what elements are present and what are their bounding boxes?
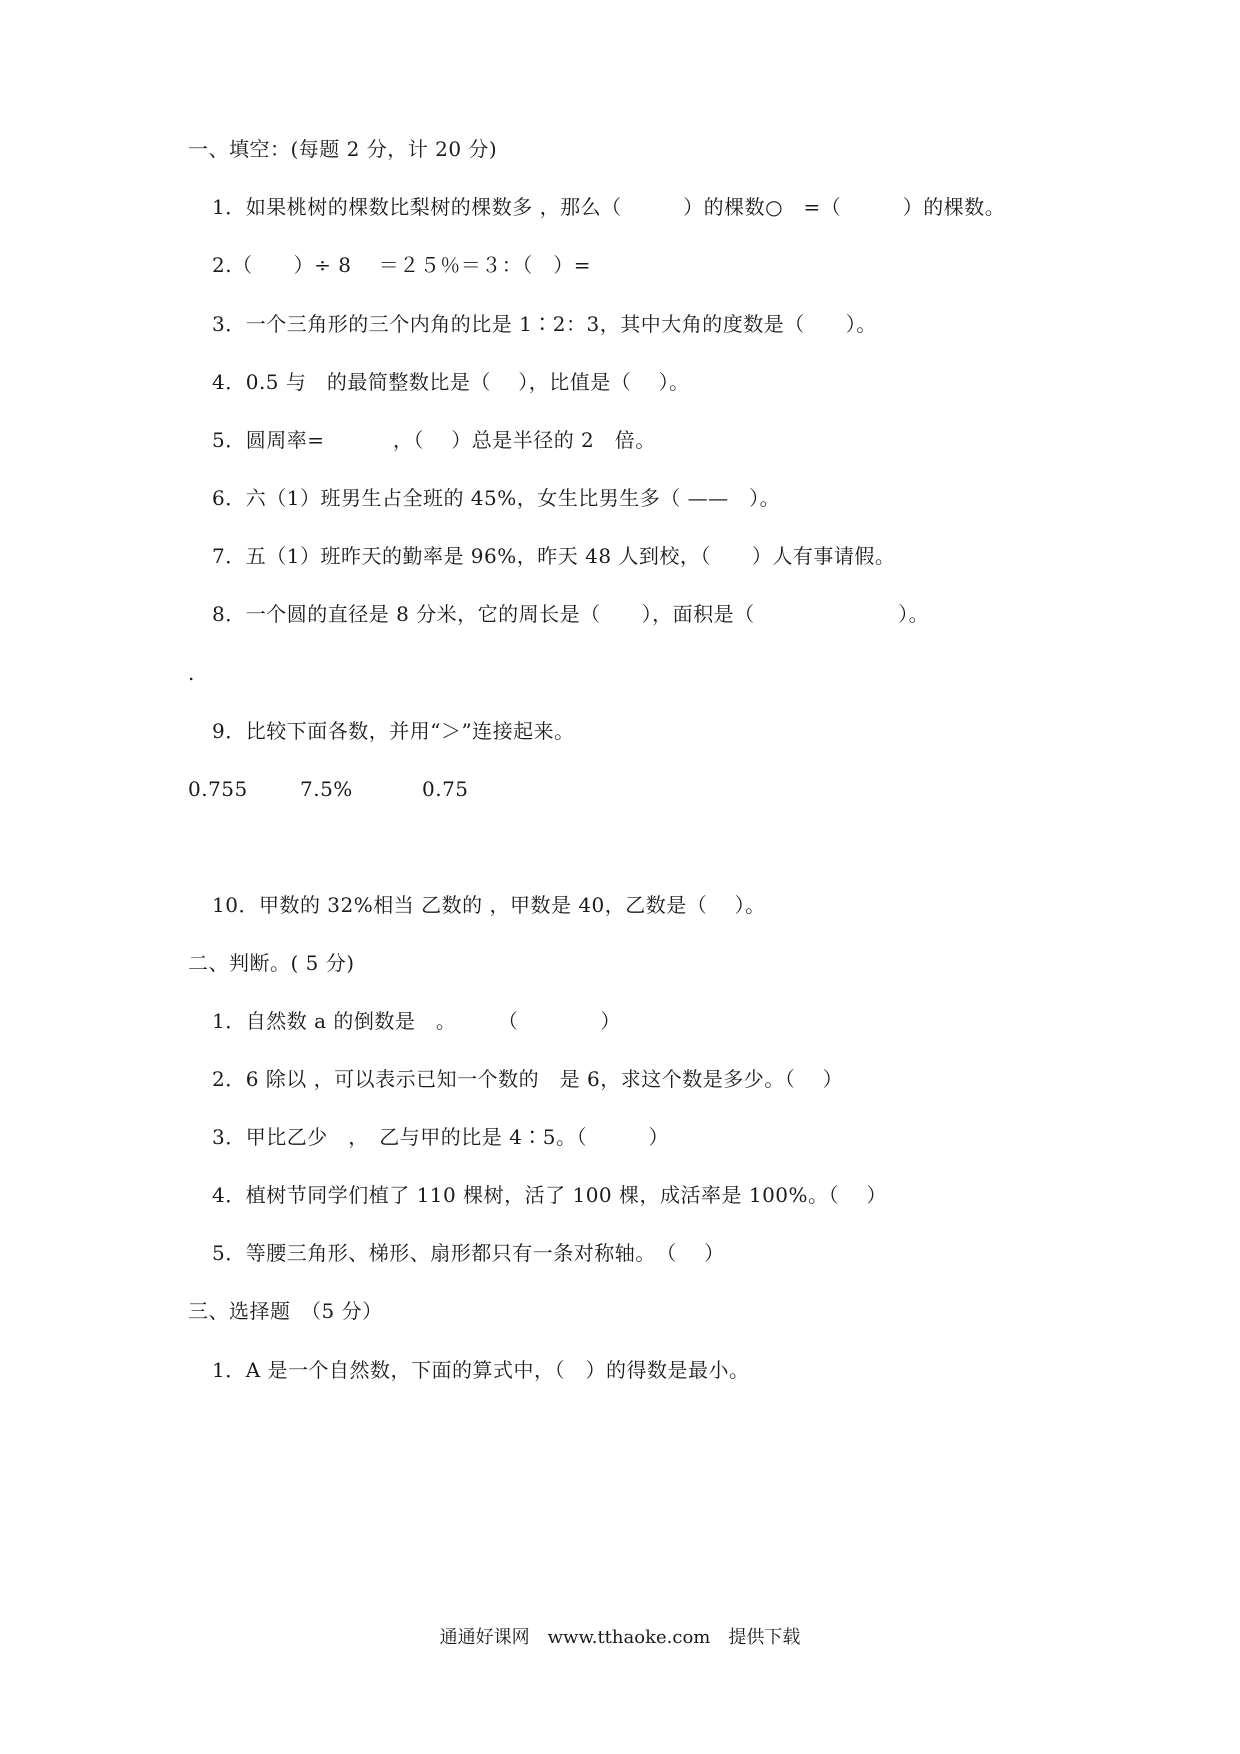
- fill-question-2: 2.（ ）÷ 8 ＝２５％＝３：（ ）=: [212, 253, 592, 277]
- judge-question-3: 3．甲比乙少 ， 乙与甲的比是 4∶5。（ ）: [212, 1125, 670, 1149]
- choice-question-1: 1．A 是一个自然数，下面的算式中，（ ）的得数是最小。: [212, 1358, 750, 1382]
- compare-number-3: 0.75: [422, 777, 469, 801]
- section-2-title: 二、判断。( 5 分): [188, 951, 355, 975]
- section-1-title: 一、填空：(每题 2 分，计 20 分): [188, 137, 498, 161]
- fill-question-3: 3．一个三角形的三个内角的比是 1∶2：3，其中大角的度数是（ ）。: [212, 312, 877, 336]
- fill-question-9: 9．比较下面各数，并用“＞”连接起来。: [212, 719, 575, 743]
- judge-question-5: 5．等腰三角形、梯形、扇形都只有一条对称轴。 （ ）: [212, 1241, 725, 1265]
- stray-dot: .: [188, 661, 195, 685]
- fill-question-10: 10．甲数的 32%相当 乙数的 ，甲数是 40，乙数是（ ）。: [212, 893, 766, 917]
- fill-question-5: 5．圆周率= ，（ ）总是半径的 2 倍。: [212, 428, 656, 452]
- fill-question-6: 6．六（1）班男生占全班的 45%，女生比男生多（ —— ）。: [212, 486, 781, 510]
- fill-question-1: 1．如果桃树的棵数比梨树的棵数多 ，那么（ ）的棵数○ =（ ）的棵数。: [212, 195, 1006, 219]
- footer-credit: 通通好课网 www.tthaoke.com 提供下载: [439, 1627, 801, 1648]
- fill-question-8: 8．一个圆的直径是 8 分米，它的周长是（ ），面积是（ ）。: [212, 602, 930, 626]
- compare-number-1: 0.755: [188, 777, 248, 801]
- fill-question-7: 7．五（1）班昨天的勤率是 96%，昨天 48 人到校，（ ）人有事请假。: [212, 544, 896, 568]
- judge-question-1: 1．自然数 a 的倒数是 。 （ ）: [212, 1009, 621, 1033]
- judge-question-4: 4．植树节同学们植了 110 棵树，活了 100 棵，成活率是 100%。（ ）: [212, 1183, 887, 1207]
- compare-number-2: 7.5%: [300, 777, 353, 801]
- judge-question-2: 2．6 除以 ，可以表示已知一个数的 是 6，求这个数是多少。（ ）: [212, 1067, 844, 1091]
- section-3-title: 三、选择题 （5 分）: [188, 1299, 383, 1323]
- fill-question-4: 4．0.5 与 的最简整数比是（ ），比值是（ ）。: [212, 370, 690, 394]
